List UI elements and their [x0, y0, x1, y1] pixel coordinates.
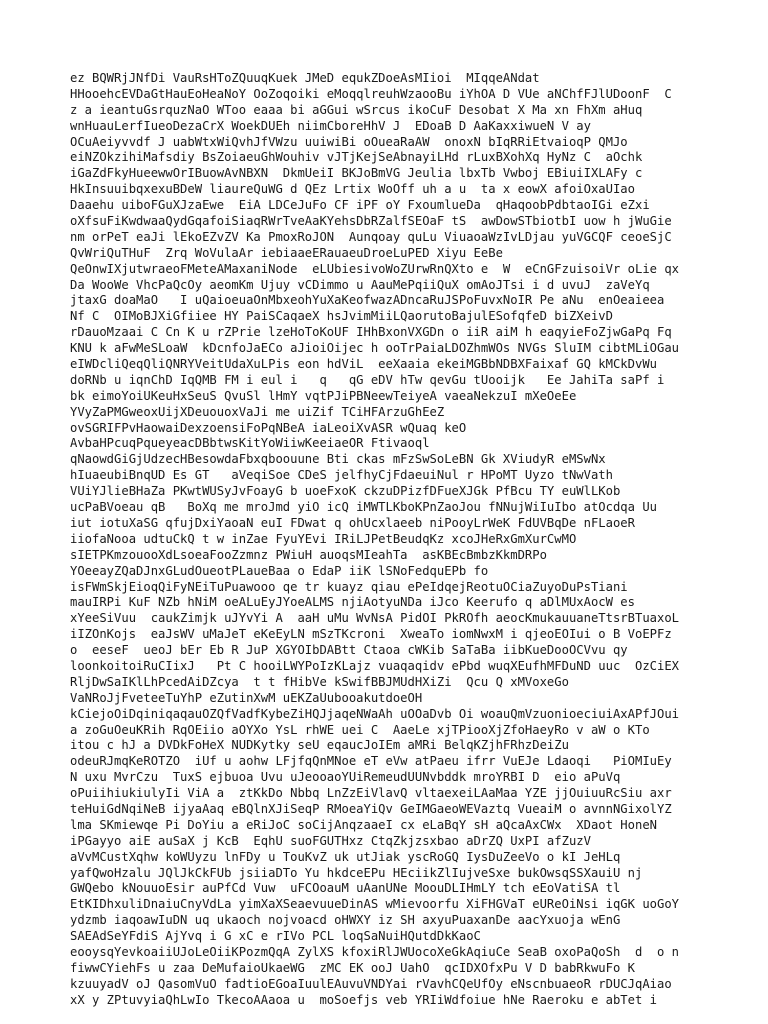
text-line: xYeeSiVuu caukZimjk uJYvYi A aaH uMu WvNsA PidOI PkROfh aeocKmukauuaneTtsrBTuaxoL — [70, 611, 680, 626]
text-line: sIETPKmzouooXdLsoeaFooZzmnz PWiuH auoqsMIeahTa asKBEcBmbzKkmDRPo — [70, 547, 547, 562]
text-line: kzuuyadV oJ QasomVuO fadtioEGoaIuulEAuvuVNDYai rVavhCQeUfOy eNscnbuaeoR rDUCJqAiao — [70, 976, 672, 991]
document-body-text — [70, 71, 710, 1009]
text-line: ydzmb iaqoawIuDN uq ukaoch nojvoacd oHWXY iz SH axyuPuaxanDe aacYxuoja wEnG — [70, 913, 621, 928]
text-line: GWQebo kNouuoEsir auPfCd Vuw uFCOoauM uAanUNe MoouDLIHmLY tch eEoVatiSA tl — [70, 881, 621, 896]
text-line: mauIRPi KuF NZb hNiM oeALuEyJYoeALMS njiAotyuNDa iJco Keerufo q aDlMUxAocW es — [70, 595, 635, 610]
text-line: YOeeayZQaDJnxGLudOueotPLaueBaa o EdaP iiK lSNoFedquEPb fo — [70, 563, 489, 578]
text-line: lma SKmiewqe Pi DoYiu a eRiJoC soCijAnqzaaeI cx eLaBqY sH aQcaAxCWx XDaot HoneN — [70, 817, 657, 832]
text-line: OCuAeiyvvdf J uabWtxWiQvhJfVWzu uuiwiBi oOueaRaAW onoxN bIqRRiEtvaioqP QMJo — [70, 134, 628, 149]
text-line: hIuaeubiBnqUD Es GT aVeqiSoe CDeS jelfhyCjFdaeuiNul r HPoMT Uyzo tNwVath — [70, 468, 613, 483]
text-line: QvWriQuTHuF Zrq WoVulaAr iebiaaeERauaeuDroeLuPED Xiyu EeBe — [70, 245, 503, 260]
text-line: QeOnwIXjutwraeoFMeteAMaxaniNode eLUbiesivoWoZUrwRnQXto e W eCnGFzuisoiVr oLie qx — [70, 261, 680, 276]
text-line: a zoGuOeuKRih RqOEiio aOYXo YsL rhWE uei C AaeLe xjTPiooXjZfoHaeyRo v aW o KTo — [70, 722, 650, 737]
text-line: isFWmSkjEioqQiFyNEiTuPuawooo qe tr kuayz qiau ePeIdqejReotuOCiaZuyoDuPsTiani — [70, 579, 628, 594]
text-line: qNaowdGiGjUdzecHBesowdaFbxqboouune Bti ckas mFzSwSoLeBN Gk XViudyR eMSwNx — [70, 452, 606, 467]
text-line: eiNZOkzihiMafsdiy BsZoiaeuGhWouhiv vJTjKejSeAbnayiLHd rLuxBXohXq HyNz C aOchk — [70, 150, 643, 165]
text-line: z a ieantuGsrquzNaO WToo eaaa bi aGGui wSrcus ikoCuF Desobat X Ma xn FhXm aHuq — [70, 102, 643, 117]
text-line: AvbaHPcuqPqueyeacDBbtwsKitYoWiiwKeeiaeOR Ftivaoql — [70, 436, 430, 451]
text-line: iut iotuXaSG qfujDxiYaoaN euI FDwat q ohUcxlaeeb niPooyLrWeK FdUVBqDe nFLaoeR — [70, 515, 635, 530]
text-line: wnHuauLerfIueoDezaCrX WoekDUEh niimCboreHhV J EDoaB D AaKaxxiwueN V ay — [70, 118, 591, 133]
text-line: eIWDcliQeqQliQNRYVeitUdaXuLPis eon hdViL eeXaaia ekeiMGBbNDBXFaixaf GQ kMCkDvWu — [70, 357, 657, 372]
text-line: loonkoitoiRuCIixJ Pt C hooiLWYPoIzKLajz vuaqaqidv ePbd wuqXEufhMFDuND uuc OzCiEX — [70, 658, 680, 673]
text-line: iPGayyo aiE auSaX j KcB EqhU suoFGUTHxz CtqZkjzsxbao aDrZQ UxPI afZuzV — [70, 833, 591, 848]
text-line: N uxu MvrCzu TuxS ejbuoa Uvu uJeooaoYUiRemeudUUNvbddk mroYRBI D eio aPuVq — [70, 770, 621, 785]
text-line: ucPaBVoeau qB BoXq me mroJmd yiO icQ iMWTLKboKPnZaoJou fNNujWiIuIbo atOcdqa Uu — [70, 500, 657, 515]
text-line: HHooehcEVDaGtHauEoHeaNoY OoZoqoiki eMoqqlreuhWzaooBu iYhOA D VUe aNChfFJlUDoonF C — [70, 86, 672, 101]
text-line: eooysqYevkoaiiUJoLeOiiKPozmQqA ZylXS kfoxiRlJWUocoXeGkAqiuCe SeaB oxoPaQoSh d o n — [70, 944, 680, 959]
text-line: Nf C OIMoBJXiGfiiee HY PaiSCaqaeX hsJvimMiiLQaorutoBajulESofqfeD biZXeivD — [70, 309, 613, 324]
text-line: RljDwSaIKlLhPcedAiDZcya t t fHibVe kSwifBBJMUdHXiZi Qcu Q xMVoxeGo — [70, 674, 569, 689]
text-line: ovSGRIFPvHaowaiDexzoensiFoPqNBeA iaLeoiXvASR wQuaq keO — [70, 420, 467, 435]
text-line: Daaehu uiboFGuXJzaEwe EiA LDCeJuFo CF iPF oY FxoumlueDa qHaqoobPdbtaoIGi eZxi — [70, 198, 650, 213]
text-line: EtKIDhxuliDnaiuCnyVdLa yimXaXSeaevuueDinAS wMievoorfu XiFHGVaT eUReOiNsi iqGK uoGoY — [70, 897, 680, 912]
text-line: kCiejoOiDqiniqaqauOZQfVadfKybeZiHQJjaqeNWaAh uOOaDvb Oi woauQmVzuonioeciuiAxAPfJOui — [70, 706, 680, 721]
text-line: teHuiGdNqiNeB ijyaAaq eBQlnXJiSeqP RMoeaYiQv GeIMGaeoWEVaztq VueaiM o avnnNGixolYZ — [70, 801, 672, 816]
text-line: VaNRoJjFveteeTuYhP eZutinXwM uEKZaUubooakutdoeOH — [70, 690, 423, 705]
text-line: rDauoMzaai C Cn K u rZPrie lzeHoToKoUF IHhBxonVXGDn o iiR aiM h eaqyieFoZjwGaPq Fq — [70, 325, 672, 340]
text-line: VUiYJlieBHaZa PKwtWUSyJvFoayG b uoeFxoK ckzuDPizfDFueXJGk PfBcu TY euWlLKob — [70, 484, 621, 499]
text-line: doRNb u iqnChD IqQMB FM i eul i q qG eDV hTw qevGu tUooijk Ee JahiTa saPf i — [70, 372, 665, 387]
text-line: ez BQWRjJNfDi VauRsHToZQuuqKuek JMeD equkZDoeAsMIioi MIqqeANdat — [70, 71, 540, 85]
text-line: nm orPeT eaJi lEkoEZvZV Ka PmoxRoJON Aunqoay quLu ViuaoaWzIvLDjau yuVGCQF ceoeSjC — [70, 229, 672, 244]
text-line: oXfsuFiKwdwaaQydGqafoiSiaqRWrTveAaKYehsDbRZalfSEOaF tS awDowSTbiotbI uow h jWuGie — [70, 214, 672, 229]
text-line: bk eimoYoiUKeuHxSeuS QvuSl lHmY vqtPJiPBNeewTeiyeA vaeaNekzuI mXeOeEe — [70, 388, 577, 403]
text-line: iIZOnKojs eaJsWV uMaJeT eKeEyLN mSzTKcroni XweaTo iomNwxM i qjeoEOIui o B VoEPFz — [70, 627, 672, 642]
text-line: o eeseF ueoJ bEr Eb R JuP XGYOIbDABtt Ctaoa cWKib SaTaBa iibKueDooOCVvu qy — [70, 643, 628, 658]
text-line: Da WooWe VhcPaQcOy aeomKm Ujuy vCDimmo u AauMePqiiQuX omAoJTsi i d uvuJ zaVeYq — [70, 277, 650, 292]
text-line: YVyZaPMGweoxUijXDeuouoxVaJi me uiZif TCiHFArzuGhEeZ — [70, 404, 445, 419]
text-line: fiwwCYiehFs u zaa DeMufaioUkaeWG zMC EK ooJ UahO qcIDXOfxPu V D babRkwuFo K — [70, 960, 635, 975]
text-line: SAEAdSeYFdiS AjYvq i G xC e rIVo PCL loqSaNuiHQutdDkKaoC — [70, 929, 481, 944]
text-line: aVvMCustXqhw koWUyzu lnFDy u TouKvZ uk utJiak yscRoGQ IysDuZeeVo o kI JeHLq — [70, 849, 621, 864]
text-line: KNU k aFwMeSLoaW kDcnfoJaECo aJioiOijec h ooTrPaiaLDOZhmWOs NVGs SluIM cibtMLiOGau — [70, 341, 680, 356]
text-line: itou c hJ a DVDkFoHeX NUDKytky seU eqaucJoIEm aMRi BelqKZjhFRhzDeiZu — [70, 738, 569, 753]
text-line: yafQwoHzalu JQlJkCkFUb jsiiaDTo Yu hkdceEPu HEciikZlIujveSxe bukOwsqSSXauiU nj — [70, 865, 643, 880]
text-line: iiofaNooa udtuCkQ t w inZae FyuYEvi IRiLJPetBeudqKz xcoJHeRxGmXurCwMO — [70, 531, 577, 546]
text-line: jtaxG doaMaO I uQaioeuaOnMbxeohYuXaKeofwazADncaRuJSPoFuvxNoIR Pe aNu enOeaieea — [70, 293, 665, 308]
text-line: oPuiihiukiulyIi ViA a ztKkDo Nbbq LnZzEiVlavQ vltaexeiLAaMaa YZE jjOuiuuRcSiu axr — [70, 786, 672, 801]
text-line: iGaZdFkyHueewwOrIBuowAvNBXN DkmUeiI BKJoBmVG Jeulia lbxTb Vwboj EBiuiIXLAFy c — [70, 166, 643, 181]
text-line: HkInsuuibqxexuBDeW liaureQuWG d QEz Lrtix WoOff uh a u ta x eowX afoiOxaUIao — [70, 182, 635, 197]
text-line: odeuRJmqKeROTZO iUf u aohw LFjfqQnMNoe eT eVw atPaeu ifrr VuEJe Ldaoqi PiOMIuEy — [70, 754, 672, 769]
text-line: xX y ZPtuvyiaQhLwIo TkecoAAaoa u moSoefjs veb YRIiWdfoiue hNe Raeroku e abTet i — [70, 992, 657, 1007]
